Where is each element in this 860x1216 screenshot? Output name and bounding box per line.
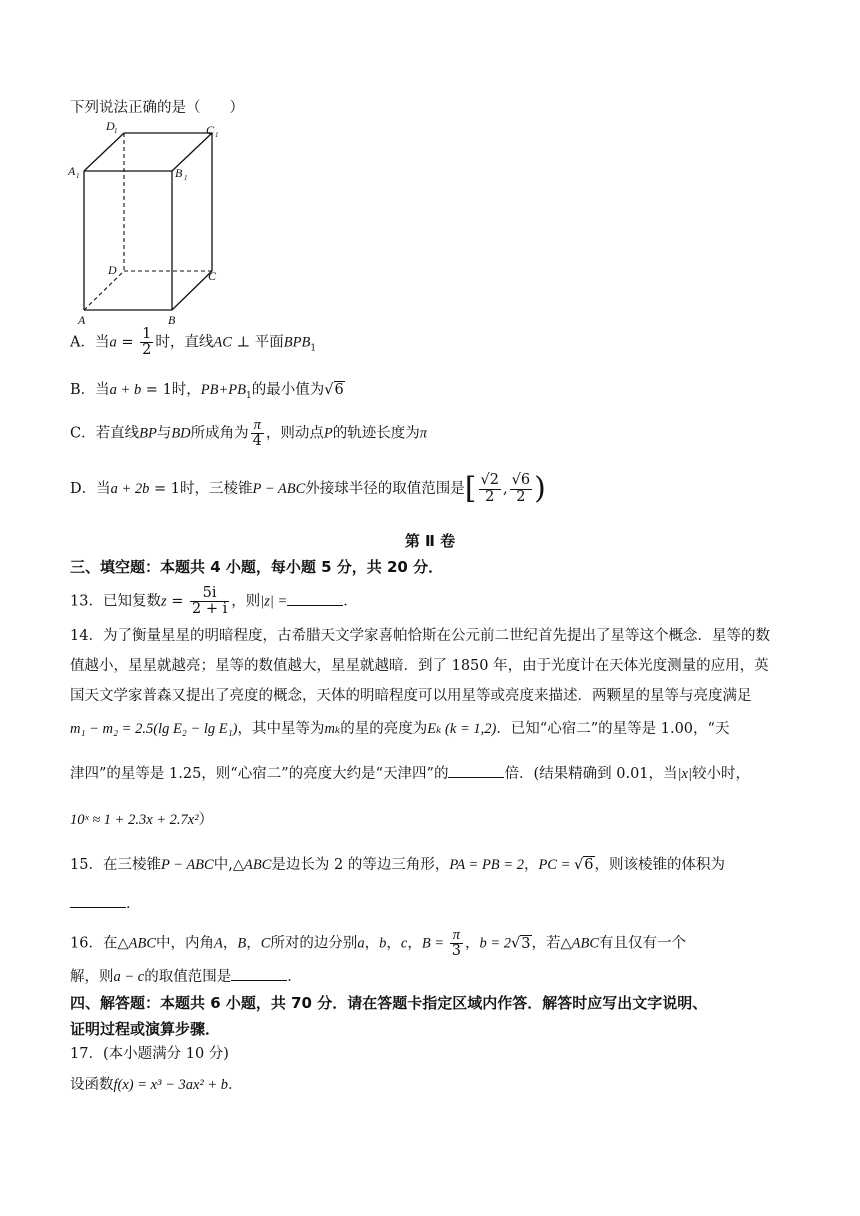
section-title: 第 Ⅱ 卷 [404,532,456,550]
question-15-blank: ． [70,893,141,913]
prism-figure [64,118,234,330]
label-B: B [168,313,176,327]
part4-heading-line2: 证明过程或演算步骤． [70,1020,221,1038]
label-C1: C [206,123,215,137]
question-14-line3: 国天文学家普森又提出了亮度的概念，天体的明暗程度可以用星等或亮度来描述．两颗星的星等与亮度满足 [70,688,752,704]
question-stem: 下列说法正确的是（ ） [70,100,244,116]
answer-blank [70,893,126,908]
label-D: D [108,263,117,277]
answer-blank [287,591,343,606]
option-c: C．若直线BP与BD所成角为 $\frac{\pi}{4}$ ，则动点P的轨迹长度为π [70,417,428,450]
option-b: B．当a + b = 1时，$PB+PB_1$的最小值为√6 [70,382,344,401]
label-D1: D [106,119,115,133]
answer-blank [448,763,504,778]
label-B1: B [175,166,183,180]
question-14-line5: 津四”的星等是 1.25，则“心宿二”的亮度大约是“天津四”的 倍．(结果精确到 0.01，当|x|较小时， [70,763,750,783]
question-16: 16．在△ABC中，内角A，B，C所对的边分别a，b，c，B = $\frac{\pi}{3}$ ，b = 2√3，若△ABC有且仅有一个 [70,927,687,960]
question-17-title: 17．(本小题满分 10 分) [70,1046,229,1062]
option-a: A．当a = $\frac{1}{2}$ 时，直线AC ⊥ 平面$BPB_1$ [70,326,317,359]
sub-1: 1 [76,172,80,180]
question-14-line4: m₁ − m₂ = 2.5(lg E₂ − lg E₁)，其中星等为mₖ的星的亮度为Eₖ (k = 1,2)．已知“心宿二”的星等是 1.00，“天 [70,721,730,737]
question-16-line2: 解，则a − c的取值范围是 ． [70,966,302,986]
question-14-line2: 值越小，星星就越亮；星等的数值越大，星星就越暗．到了 1850 年，由于光度计在天体光度测量的应用，英 [70,658,769,674]
sub-1: 1 [184,174,188,182]
part4-heading-line1: 四、解答题：本题共 6 小题，共 70 分．请在答题卡指定区域内作答．解答时应写出文字说明、 [70,994,708,1012]
option-d: D．当a + 2b = 1时，三棱锥P − ABC外接球半径的取值范围是[ $\frac{√2}{2}$ , $\frac{√6}{2}$ ) [70,471,546,506]
question-14-line6: 10ˣ ≈ 1 + 2.3x + 2.7x²） [70,812,214,828]
answer-blank [231,966,287,981]
label-C: C [208,269,217,283]
part3-heading: 三、填空题：本题共 4 小题，每小题 5 分，共 20 分． [70,558,444,576]
question-13: 13．已知复数z = $\frac{5i}{2 + i}$ ，则|z| = ． [70,585,358,618]
sub-1: 1 [114,127,118,135]
sub-1: 1 [215,131,219,139]
label-A1: A [68,164,76,178]
question-17-body: 设函数f(x) = x³ − 3ax² + b． [70,1077,243,1093]
question-15: 15．在三棱锥P − ABC中,△ABC是边长为 2 的等边三角形，PA = PB = 2，PC = √6，则该棱锥的体积为 [70,857,726,873]
label-A: A [78,313,86,327]
question-14-line1: 14．为了衡量星星的明暗程度，古希腊天文学家喜帕恰斯在公元前二世纪首先提出了星等这个概念．星等的数 [70,628,770,644]
